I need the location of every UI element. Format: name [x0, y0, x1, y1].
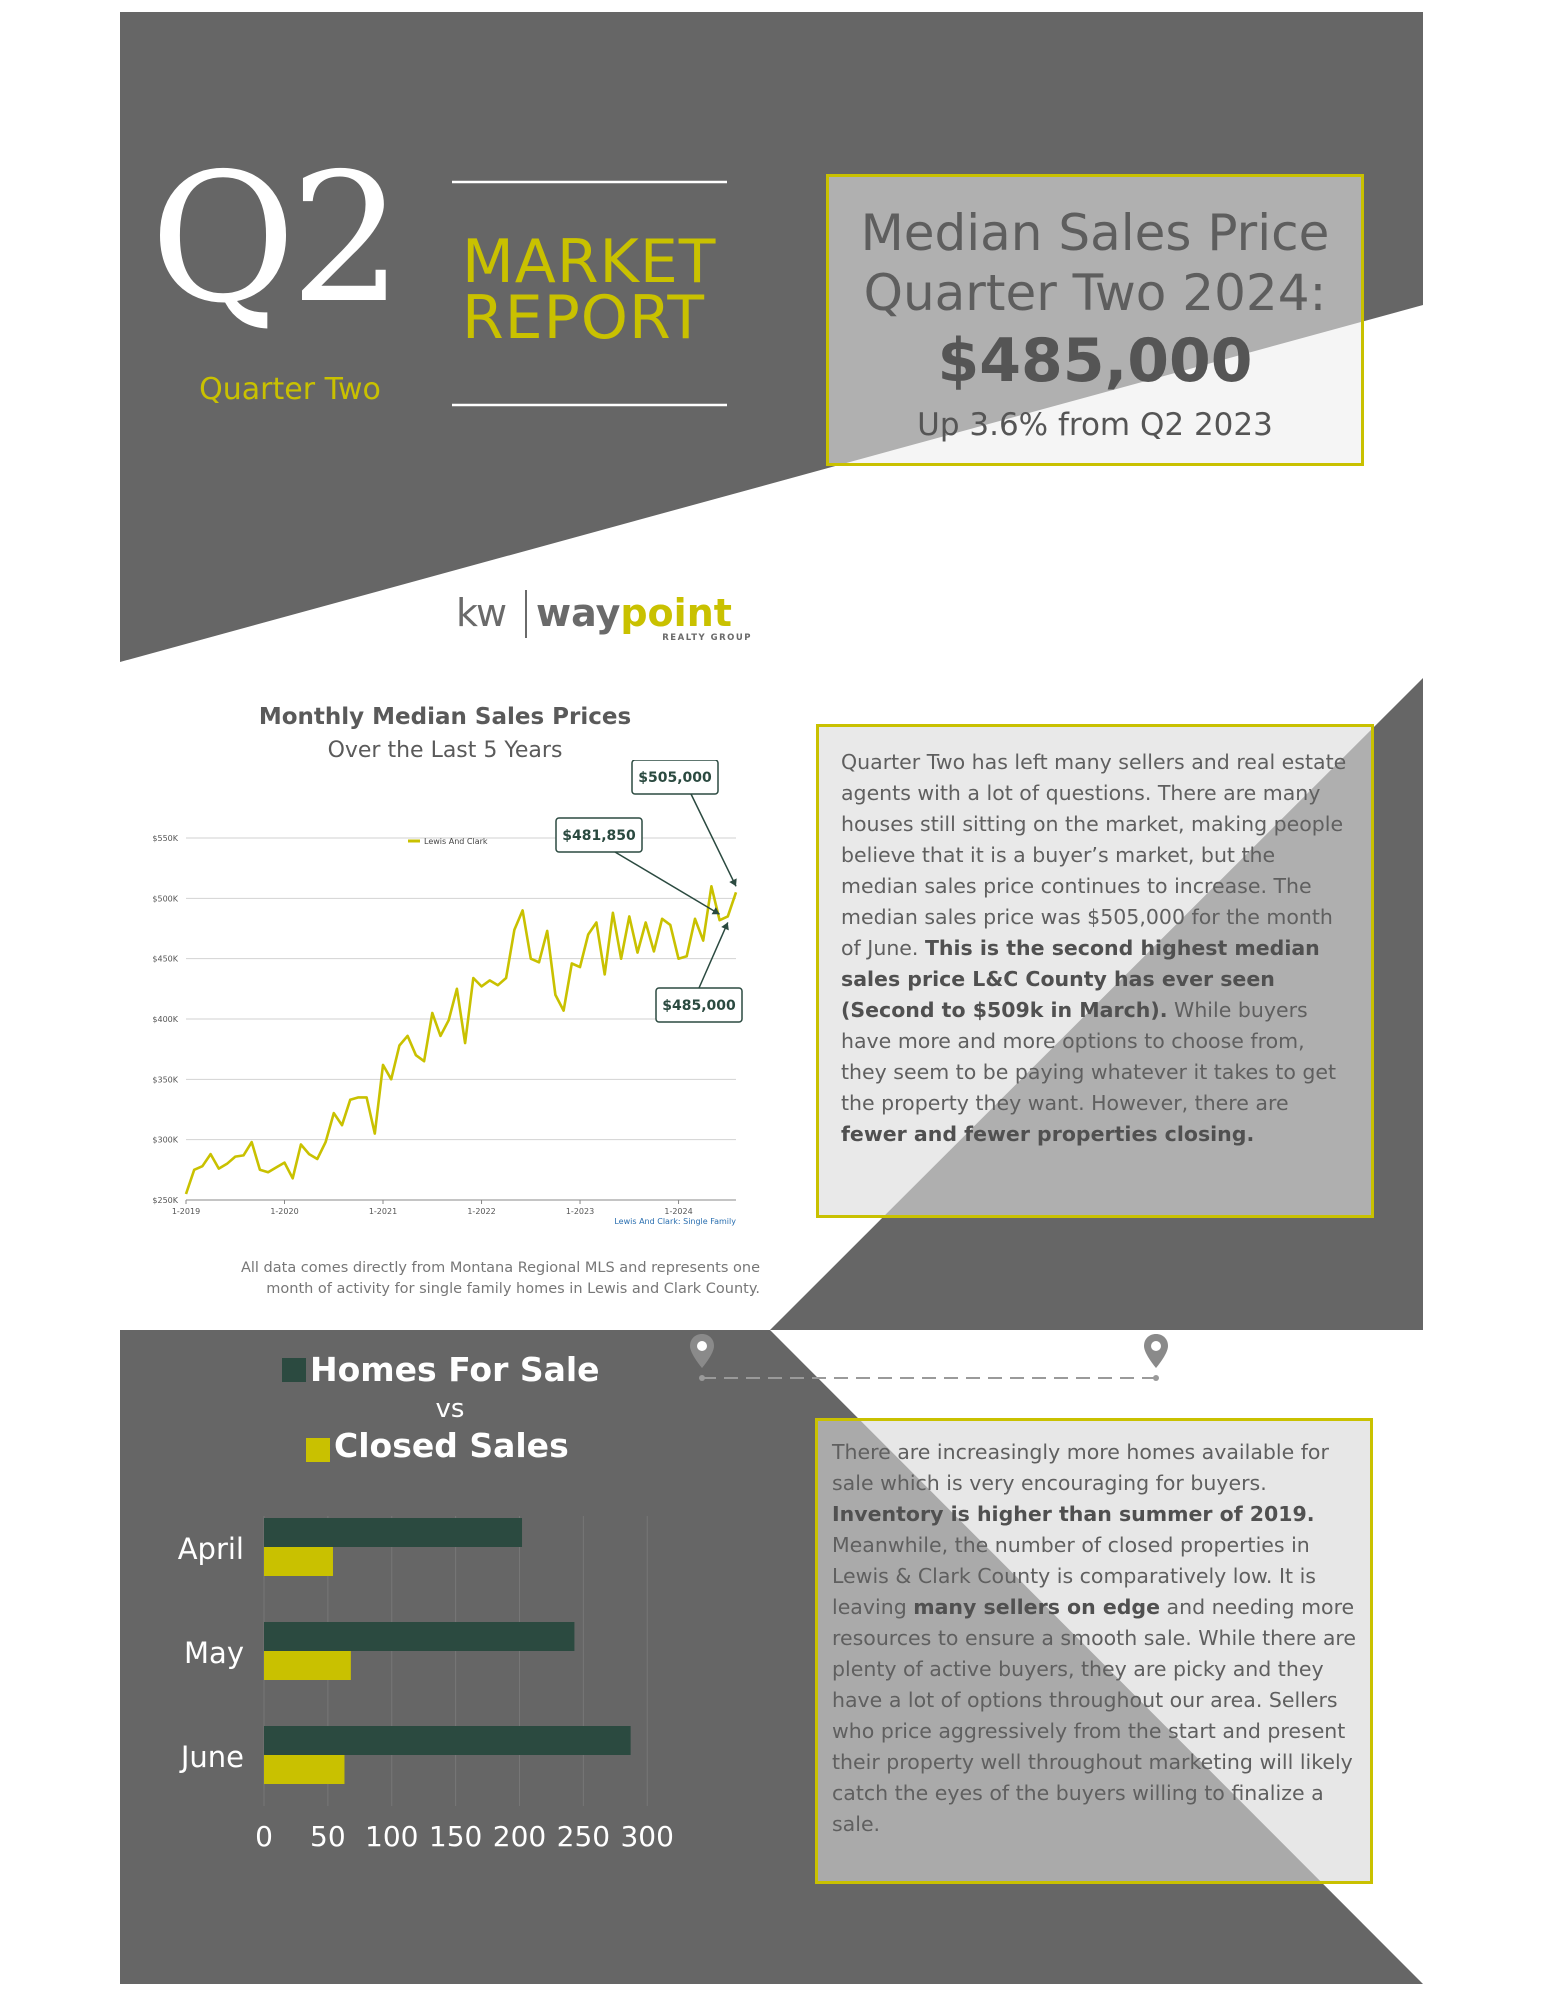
report-title: REPORT — [462, 283, 705, 353]
commentary-prices-text1: Quarter Two has left many sellers and real estate agents with a lot of questions. There are many houses still sitting on the market, making people believe that it is a buyer’s market, but the median sales price continues to increase. The median sales price was $505,000 for the month of June. — [841, 750, 1347, 960]
location-pins-decoration — [670, 1330, 1190, 1390]
callout-label: $481,850 — [562, 828, 636, 844]
bar-homes-for-sale — [264, 1518, 522, 1547]
commentary-prices-bold2: fewer and fewer properties closing. — [841, 1122, 1255, 1146]
category-label: May — [184, 1636, 244, 1670]
legend-swatch-homes — [282, 1358, 306, 1382]
map-pin-icon — [1144, 1334, 1168, 1368]
legend-label: Lewis And Clark — [424, 837, 488, 846]
x-tick-label: 1-2019 — [171, 1207, 201, 1216]
quarter-subtitle: Quarter Two — [199, 372, 381, 407]
commentary-inventory-text2: Meanwhile, the number of closed properties in Lewis & Clark County is comparatively low. It is leaving — [832, 1533, 1316, 1619]
median-price-change: Up 3.6% from Q2 2023 — [917, 407, 1273, 443]
commentary-inventory-bold2: many sellers on edge — [913, 1595, 1161, 1619]
category-label: April — [177, 1532, 244, 1566]
commentary-prices-bold1: This is the second highest median sales price L&C County has ever seen (Second to $509k in March). — [841, 936, 1320, 1022]
callout-leader — [691, 794, 736, 886]
commentary-inventory-text3: and needing more resources to ensure a smooth sale. While there are plenty of active buyers, they are picky and they have a lot of options throughout our area. Sellers who price aggressively from the start and present their property well throughout marketing will likely catch the eyes of the buyers willing to finalize a sale. — [832, 1595, 1356, 1836]
callout-label: $505,000 — [638, 770, 712, 786]
x-tick-label: 1-2022 — [467, 1207, 496, 1216]
line-chart-title: Monthly Median Sales Prices — [258, 704, 632, 730]
logo-brand-point: point — [620, 591, 732, 635]
x-tick-label: 300 — [620, 1820, 674, 1853]
legend-swatch-closed — [306, 1438, 330, 1462]
bar-chart — [160, 1506, 760, 1866]
footnote-line1: All data comes directly from Montana Regional MLS and represents one — [240, 1260, 760, 1276]
commentary-prices-text2: While buyers have more and more options to choose from, they seem to be paying whatever it takes to get the property they want. However, there are — [841, 998, 1337, 1115]
chart-source-note: Lewis And Clark: Single Family — [614, 1217, 736, 1226]
bar-homes-for-sale — [264, 1726, 631, 1755]
logo-sub: REALTY GROUP — [662, 633, 752, 642]
x-tick-label: 100 — [365, 1820, 419, 1853]
legend-vs: vs — [435, 1394, 465, 1424]
legend-homes-for-sale: Homes For Sale — [310, 1350, 600, 1389]
commentary-box-inventory — [815, 1418, 1373, 1884]
x-tick-label: 150 — [428, 1820, 483, 1853]
x-tick-label: 250 — [556, 1820, 611, 1853]
x-tick-label: 50 — [310, 1820, 346, 1853]
median-price-line2: Quarter Two 2024: — [863, 264, 1327, 322]
commentary-box-prices — [816, 724, 1374, 1218]
x-tick-label: 0 — [255, 1820, 273, 1853]
bar-closed-sales — [264, 1755, 344, 1784]
logo-brand — [536, 591, 732, 635]
callout-leader — [615, 852, 720, 914]
x-tick-label: 1-2024 — [664, 1207, 693, 1216]
y-tick-label: $450K — [152, 954, 178, 964]
bar-homes-for-sale — [264, 1622, 574, 1651]
y-tick-label: $400K — [152, 1015, 178, 1024]
y-tick-label: $350K — [152, 1075, 178, 1085]
median-price-box — [826, 174, 1364, 466]
y-tick-label: $300K — [152, 1135, 178, 1145]
x-tick-label: 1-2020 — [270, 1207, 299, 1216]
x-tick-label: 1-2023 — [565, 1207, 595, 1216]
category-label: June — [180, 1740, 244, 1774]
logo-kw: kw — [456, 591, 506, 635]
line-chart-subtitle: Over the Last 5 Years — [327, 738, 563, 763]
logo-brand-way: way — [536, 591, 621, 635]
callout-label: $485,000 — [662, 998, 736, 1014]
data-footnote — [240, 1258, 760, 1300]
commentary-inventory-bold1: Inventory is higher than summer of 2019. — [832, 1502, 1315, 1526]
commentary-inventory-text1: There are increasingly more homes available for sale which is very encouraging for buyers. — [832, 1440, 1329, 1495]
y-tick-label: $500K — [152, 894, 178, 904]
commentary-prices — [841, 747, 1355, 1150]
line-chart — [140, 760, 760, 1240]
x-tick-label: 200 — [492, 1820, 547, 1853]
quarter-big-title: Q2 — [150, 135, 398, 342]
legend-closed-sales: Closed Sales — [334, 1426, 569, 1465]
kw-waypoint-logo — [456, 586, 756, 642]
footnote-line2: month of activity for single family homes in Lewis and Clark County. — [266, 1281, 760, 1297]
y-tick-label: $250K — [152, 1196, 178, 1205]
series-line-lewis-and-clark — [186, 886, 736, 1194]
map-pin-icon — [690, 1334, 714, 1368]
y-tick-label: $550K — [152, 834, 178, 843]
median-price-value: $485,000 — [937, 326, 1253, 396]
x-tick-label: 1-2021 — [368, 1207, 398, 1216]
market-title: MARKET — [462, 227, 717, 297]
commentary-inventory — [832, 1437, 1362, 1840]
median-price-line1: Median Sales Price — [860, 204, 1330, 262]
bar-closed-sales — [264, 1547, 333, 1576]
bar-closed-sales — [264, 1651, 351, 1680]
